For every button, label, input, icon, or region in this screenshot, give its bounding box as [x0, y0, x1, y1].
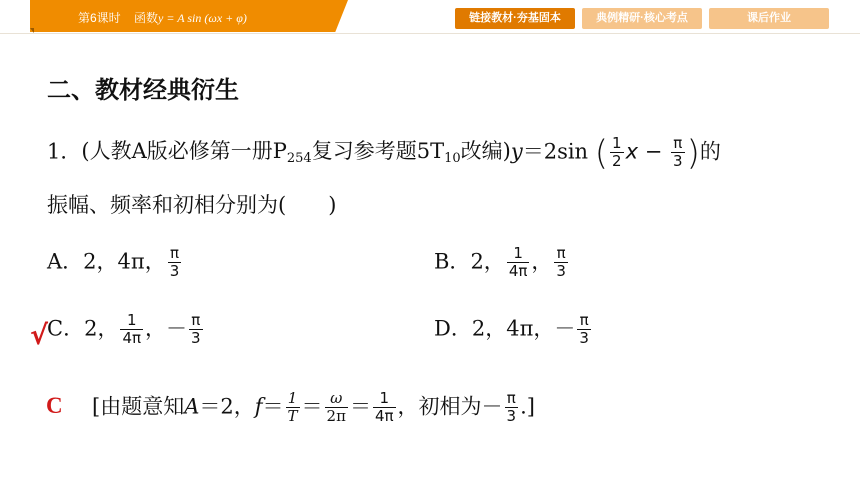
option-b-values: 2， — [470, 249, 505, 274]
var-f: f — [254, 394, 263, 419]
option-c-values: 2， — [84, 316, 119, 341]
option-b-label: B． — [434, 249, 471, 274]
top-bar — [0, 0, 860, 34]
section-heading: 二、教材经典衍生 — [47, 76, 239, 104]
fraction-pi-over-3: $\frac{\pi}{3}$ — [673, 134, 683, 171]
option-d[interactable] — [434, 312, 593, 348]
question-source: (人教A版必修第一册$P_{254}$复习参考题$5T_{10}$改编) — [81, 139, 511, 167]
func-tail: 的 — [699, 139, 721, 164]
lesson-title — [78, 9, 247, 26]
paren-open: ( — [594, 133, 609, 174]
top-divider — [0, 33, 860, 34]
option-a-label: A． — [47, 249, 84, 274]
func-equals-2sin: ＝2sin — [522, 139, 589, 164]
option-d-fraction: $\frac{\pi}{3}$ — [579, 311, 589, 348]
option-a-values: 2，4π， — [83, 249, 166, 274]
option-d-label: D． — [434, 316, 472, 341]
question-number: 1． — [47, 139, 82, 164]
option-c-label: C． — [47, 316, 85, 341]
answer-explanation: [由题意知A＝2，f＝ $\frac{1}{T}$ ＝ $\frac{\omega}{2\pi}$ ＝ $\frac{1}{4\pi}$ ，初相为－ $\frac{\pi}{3}$ .] — [92, 389, 535, 426]
option-b[interactable]: B．2， $\frac{1}{4\pi}$ ， $\frac{\pi}{3}$ — [434, 244, 566, 281]
topic-prefix: 函数 — [134, 11, 159, 25]
lesson-number: 第6课时 — [78, 11, 121, 25]
fraction-omega-over-2pi: $\frac{\omega}{2\pi}$ — [326, 389, 346, 426]
paren-close: ) — [686, 133, 700, 174]
tab-homework[interactable]: 课后作业 — [709, 8, 829, 29]
fraction-pi-over-3-phase: $\frac{\pi}{3}$ — [506, 389, 517, 426]
option-d-values: 2，4π，－ — [471, 316, 576, 341]
question-line-2: 振幅、频率和初相分别为( ) — [47, 193, 337, 217]
func-minus: − — [644, 139, 663, 164]
tab-textbook-foundation[interactable]: 链接教材·夯基固本 — [455, 8, 575, 29]
fraction-one-half: $\frac{1}{2}$ — [612, 134, 622, 171]
fraction-1-over-4pi: $\frac{1}{4\pi}$ — [374, 389, 394, 426]
fraction-1-over-T: $\frac{1}{T}$ — [287, 389, 298, 426]
question-line-1 — [47, 133, 721, 174]
option-b-fraction-1: $\frac{1}{4\pi}$ — [508, 244, 528, 281]
lesson-topic — [134, 11, 247, 25]
option-a-fraction: $\frac{\pi}{3}$ — [169, 244, 180, 281]
option-c-fraction-1: $\frac{1}{4\pi}$ — [122, 311, 142, 348]
tab-example-study[interactable]: 典例精研·核心考点 — [582, 8, 702, 29]
option-a[interactable] — [47, 245, 183, 281]
topic-formula: y = A sin (ωx + φ) — [158, 11, 247, 25]
var-a: A — [184, 394, 200, 419]
func-y: y — [510, 139, 523, 164]
option-c-fraction-2: $\frac{\pi}{3}$ — [191, 311, 201, 348]
answer-letter: C — [46, 393, 63, 418]
func-x: x — [625, 139, 639, 164]
correct-check-mark: √ — [30, 320, 49, 351]
option-b-fraction-2: $\frac{\pi}{3}$ — [556, 244, 566, 281]
option-c[interactable]: C．2， $\frac{1}{4\pi}$ ，－ $\frac{\pi}{3}$ — [47, 311, 201, 348]
